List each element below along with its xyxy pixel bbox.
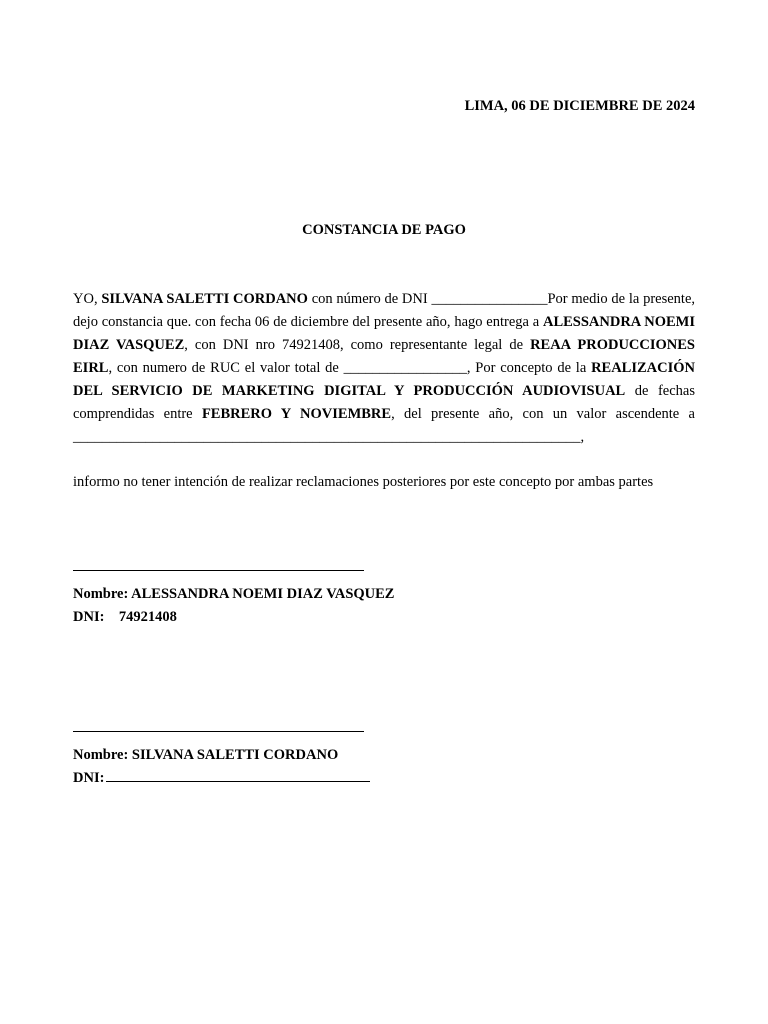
dni-blank-line — [106, 767, 370, 782]
statement-paragraph: informo no tener intención de realizar reclamaciones posteriores por este concepto por ambas partes — [73, 474, 654, 490]
signature-line — [73, 731, 364, 732]
body-segment: , con numero de RUC el valor total de _________________, Por concepto de la — [108, 360, 592, 376]
document-date: LIMA, 06 DE DICIEMBRE DE 2024 — [464, 98, 695, 114]
recipient-name: ALESSANDRA NOEMI DIAZ VASQUEZ — [73, 314, 695, 353]
signature-dni — [73, 606, 473, 629]
signature-name: Nombre: ALESSANDRA NOEMI DIAZ VASQUEZ — [73, 586, 395, 602]
signature-block-recipient — [73, 570, 473, 629]
body-segment: , con DNI nro 74921408, como representante legal de — [184, 337, 531, 353]
signature-block-payer — [73, 731, 473, 790]
signature-line — [73, 570, 364, 571]
document-title: CONSTANCIA DE PAGO — [302, 222, 466, 238]
document-body — [73, 288, 695, 449]
dni-label: DNI: — [73, 609, 105, 625]
service-description: REALIZACIÓN DEL SERVICIO DE MARKETING DIGITAL Y PRODUCCIÓN AUDIOVISUAL — [73, 360, 695, 399]
company-name: REAA PRODUCCIONES EIRL — [73, 337, 695, 376]
body-segment: con número de DNI ________________Por medio de la presente, dejo constancia que. con fecha 06 de diciembre del presente año, hago entrega a — [73, 291, 696, 330]
dni-value: 74921408 — [118, 609, 177, 625]
service-period: FEBRERO Y NOVIEMBRE — [201, 406, 392, 422]
body-segment: , del presente año, con un valor ascendente a ______________________________________________________________________, — [73, 406, 695, 445]
payer-name: SILVANA SALETTI CORDANO — [101, 291, 308, 307]
dni-label: DNI: — [73, 770, 105, 786]
body-segment: YO, — [73, 291, 102, 307]
signature-name: Nombre: SILVANA SALETTI CORDANO — [73, 747, 339, 763]
body-segment: de fechas comprendidas entre — [73, 383, 695, 422]
signature-dni — [73, 767, 473, 790]
